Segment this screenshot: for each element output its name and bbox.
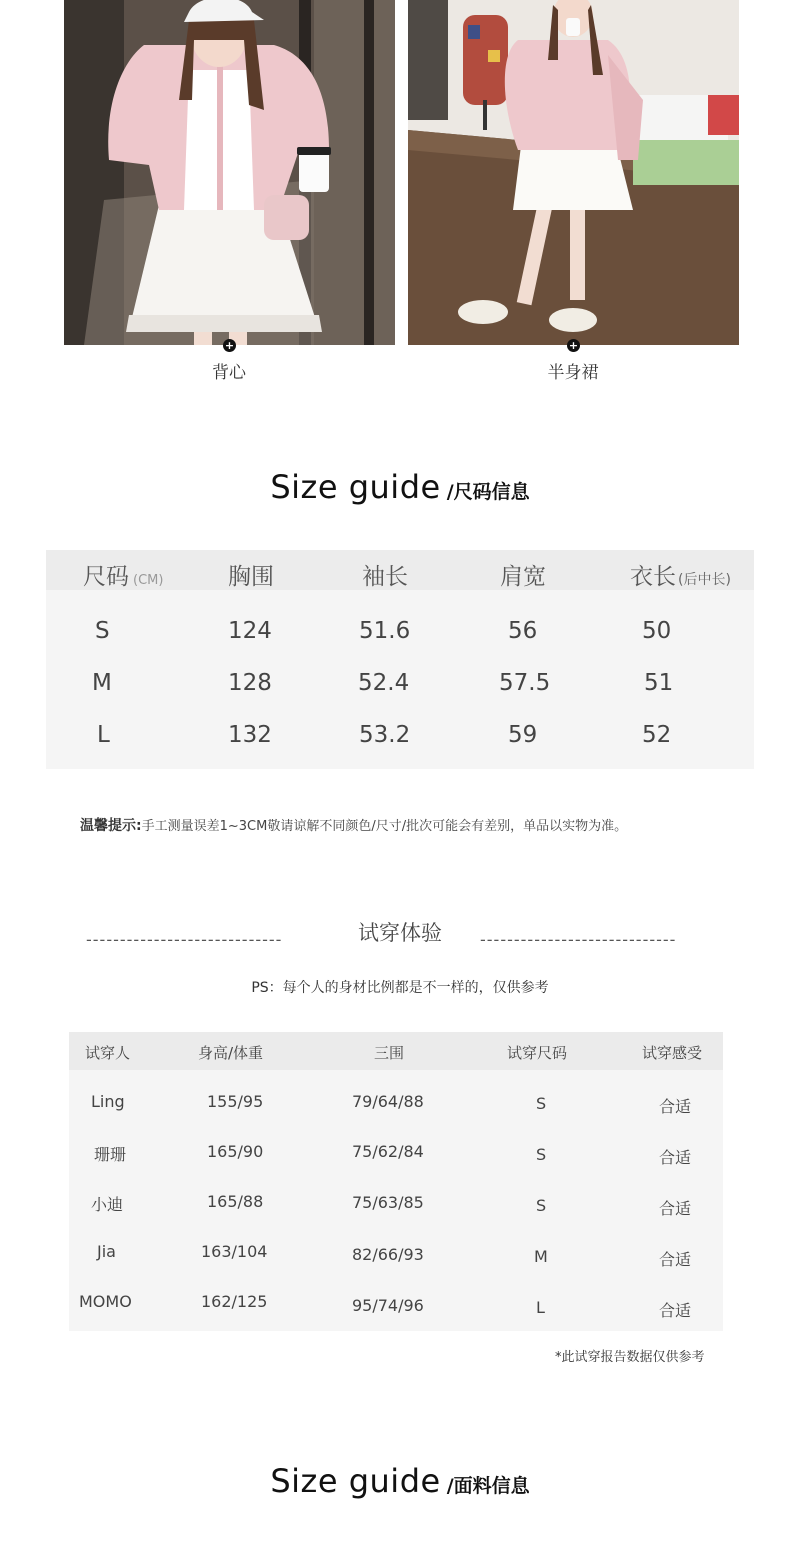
header-length <box>630 558 731 591</box>
tryon-size-cell: M <box>534 1247 548 1266</box>
size-cell: M <box>92 670 112 696</box>
header-sleeve: 袖长 <box>362 564 408 590</box>
tryon-size-cell: L <box>536 1298 545 1317</box>
sleeve-cell: 53.2 <box>359 722 411 748</box>
size-guide-title-en: Size guide <box>270 468 441 506</box>
size-table <box>46 550 754 769</box>
height-weight-cell: 162/125 <box>201 1292 268 1311</box>
header-length-note: (后中长) <box>678 572 731 588</box>
header-size-label: 尺码 <box>83 564 129 590</box>
tryon-table <box>69 1032 723 1331</box>
size-tip <box>80 815 627 835</box>
measurements-cell: 75/63/85 <box>352 1193 424 1212</box>
chest-cell: 124 <box>228 618 272 644</box>
shoulder-cell: 59 <box>508 722 538 748</box>
chest-cell: 132 <box>228 722 272 748</box>
header-length-label: 衣长 <box>630 564 676 590</box>
person-cell: MOMO <box>79 1292 132 1311</box>
header-shoulder: 肩宽 <box>500 564 546 590</box>
tip-text: 手工测量误差1~3CM敬请谅解不同颜色/尺寸/批次可能会有差别，单品以实物为准。 <box>141 819 628 834</box>
divider-left: ----------------------------- <box>86 930 283 949</box>
size-guide-title-cn: /尺码信息 <box>446 481 530 503</box>
height-weight-cell: 165/88 <box>207 1192 264 1211</box>
measurements-cell: 95/74/96 <box>352 1296 424 1315</box>
feeling-cell: 合适 <box>659 1199 692 1218</box>
feeling-cell: 合适 <box>659 1148 692 1167</box>
tryon-ps: PS：每个人的身材比例都是不一样的，仅供参考 <box>251 980 549 996</box>
sleeve-cell: 51.6 <box>359 618 411 644</box>
tryon-title: 试穿体验 <box>358 921 442 945</box>
header-chest: 胸围 <box>228 564 274 590</box>
tryon-table-header <box>69 1032 723 1070</box>
feeling-cell: 合适 <box>659 1301 692 1320</box>
length-cell: 52 <box>642 722 672 748</box>
header-height-weight: 身高/体重 <box>198 1044 264 1062</box>
tip-label: 温馨提示: <box>80 818 142 834</box>
vest-caption: 背心 <box>212 363 246 383</box>
header-size-unit: (CM) <box>133 573 164 588</box>
measurements-cell: 75/62/84 <box>352 1142 424 1161</box>
header-person: 试穿人 <box>85 1044 131 1062</box>
fabric-guide-title-cn: /面料信息 <box>446 1475 530 1497</box>
person-cell: Ling <box>91 1092 125 1111</box>
product-photo-vest <box>64 0 395 345</box>
vest-photo-illustration <box>64 0 395 345</box>
height-weight-cell: 163/104 <box>201 1242 268 1261</box>
plus-icon: + <box>568 339 579 352</box>
tryon-size-cell: S <box>536 1196 547 1215</box>
sleeve-cell: 52.4 <box>358 670 410 696</box>
divider-right: ----------------------------- <box>480 930 677 949</box>
header-tryon-size: 试穿尺码 <box>507 1044 568 1062</box>
fabric-guide-title-en: Size guide <box>270 1462 441 1500</box>
chest-cell: 128 <box>228 670 272 696</box>
shoulder-cell: 57.5 <box>499 670 551 696</box>
length-cell: 51 <box>644 670 674 696</box>
person-cell: 珊珊 <box>94 1145 127 1164</box>
fabric-guide-heading <box>0 1462 800 1500</box>
size-cell: S <box>95 618 110 644</box>
size-cell: L <box>97 722 110 748</box>
person-cell: Jia <box>97 1242 116 1261</box>
tryon-note: *此试穿报告数据仅供参考 <box>555 1350 705 1365</box>
height-weight-cell: 165/90 <box>207 1142 264 1161</box>
skirt-photo-illustration <box>408 0 739 345</box>
measurements-cell: 79/64/88 <box>352 1092 424 1111</box>
plus-icon: + <box>224 339 235 352</box>
tryon-size-cell: S <box>536 1145 547 1164</box>
person-cell: 小迪 <box>91 1195 124 1214</box>
header-feeling: 试穿感受 <box>642 1044 703 1062</box>
header-measurements: 三围 <box>374 1044 405 1062</box>
length-cell: 50 <box>642 618 672 644</box>
height-weight-cell: 155/95 <box>207 1092 264 1111</box>
product-photo-skirt <box>408 0 739 345</box>
measurements-cell: 82/66/93 <box>352 1245 424 1264</box>
feeling-cell: 合适 <box>659 1250 692 1269</box>
size-guide-heading <box>0 468 800 506</box>
size-table-header <box>46 550 754 590</box>
header-size <box>83 558 163 591</box>
tryon-size-cell: S <box>536 1094 547 1113</box>
skirt-caption: 半身裙 <box>547 363 599 383</box>
shoulder-cell: 56 <box>508 618 538 644</box>
feeling-cell: 合适 <box>659 1097 692 1116</box>
